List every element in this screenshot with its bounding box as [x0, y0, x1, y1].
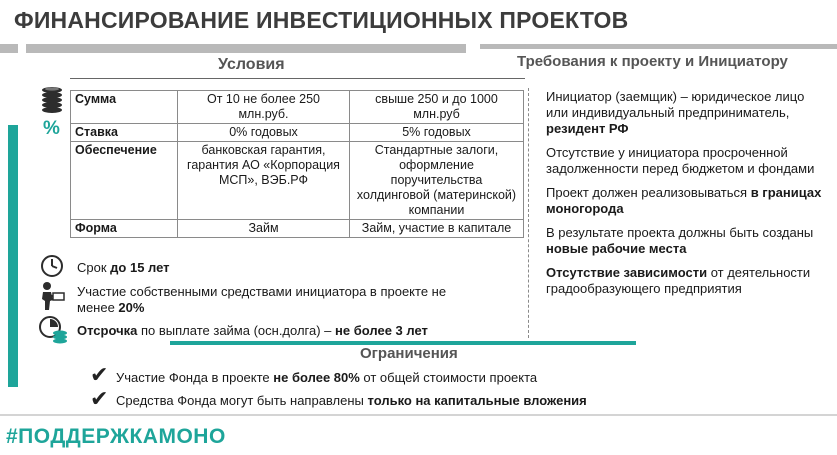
clock-icon	[40, 254, 64, 283]
limits-heading: Ограничения	[360, 345, 458, 362]
table-row	[71, 124, 524, 142]
list-item: Отсутствие зависимости от деятельности градообразующего предприятия	[546, 265, 811, 296]
row-label: Ставка	[71, 124, 178, 142]
cell: Займ, участие в капитале	[350, 220, 524, 238]
checkmark-icon: ✔	[90, 362, 109, 387]
hashtag: #ПОДДЕРЖКАМОНО	[6, 425, 226, 448]
coins-icon	[40, 84, 64, 119]
deferral-value: не более 3 лет	[335, 323, 428, 338]
cell: Стандартные залоги, оформление поручительства холдинговой (материнской) компании	[350, 142, 524, 220]
table-row	[71, 142, 524, 220]
limit-item: Средства Фонда могут быть направлены только на капитальные вложения	[116, 393, 587, 408]
term-label: Срок	[77, 260, 111, 275]
conditions-heading: Условия	[218, 56, 285, 73]
term-text	[77, 260, 170, 276]
cell: 5% годовых	[350, 124, 524, 142]
list-item: Инициатор (заемщик) – юридическое лицо или индивидуальный предприниматель, резидент РФ	[546, 89, 805, 136]
requirements-list	[546, 89, 826, 305]
own-funds-text	[77, 284, 487, 316]
own-funds-label: Участие собственными средствами инициатора в проекте не менее	[77, 284, 447, 315]
conditions-underline	[70, 78, 525, 79]
percent-icon: %	[43, 118, 60, 139]
term-value: до 15 лет	[110, 260, 170, 275]
own-funds-value: 20%	[118, 300, 145, 315]
page-title: ФИНАНСИРОВАНИЕ ИНВЕСТИЦИОННЫХ ПРОЕКТОВ	[14, 7, 629, 33]
requirements-heading: Требования к проекту и Инициатору	[517, 53, 788, 70]
row-label: Форма	[71, 220, 178, 238]
header-gray-bar-mid	[26, 44, 466, 53]
conditions-table	[70, 90, 524, 238]
cell: банковская гарантия, гарантия АО «Корпорация МСП», ВЭБ.РФ	[178, 142, 350, 220]
limit-item: Участие Фонда в проекте не более 80% от общей стоимости проекта	[116, 370, 538, 385]
cell: От 10 не более 250 млн.руб.	[178, 91, 350, 124]
deferral-desc: по выплате займа (осн.долга) –	[137, 323, 336, 338]
cell: Займ	[178, 220, 350, 238]
person-money-icon	[38, 281, 66, 316]
row-label: Обеспечение	[71, 142, 178, 220]
row-label: Сумма	[71, 91, 178, 124]
table-row	[71, 91, 524, 124]
checkmark-icon: ✔	[90, 386, 109, 411]
list-item: В результате проекта должны быть созданы новые рабочие места	[546, 225, 814, 256]
table-row	[71, 220, 524, 238]
cell: свыше 250 и до 1000 млн.руб	[350, 91, 524, 124]
bottom-gray-line	[0, 414, 837, 416]
header-gray-bar-left	[0, 44, 18, 53]
clock-coins-icon	[38, 315, 68, 350]
left-teal-bar	[8, 125, 18, 387]
deferral-label: Отсрочка	[77, 323, 138, 338]
cell: 0% годовых	[178, 124, 350, 142]
list-item: Отсутствие у инициатора просроченной задолженности перед бюджетом и фондами	[546, 145, 815, 176]
list-item: Проект должен реализовываться в границах моногорода	[546, 185, 822, 216]
deferral-text	[77, 323, 428, 339]
column-divider	[528, 88, 529, 338]
header-gray-bar-right	[480, 44, 837, 49]
